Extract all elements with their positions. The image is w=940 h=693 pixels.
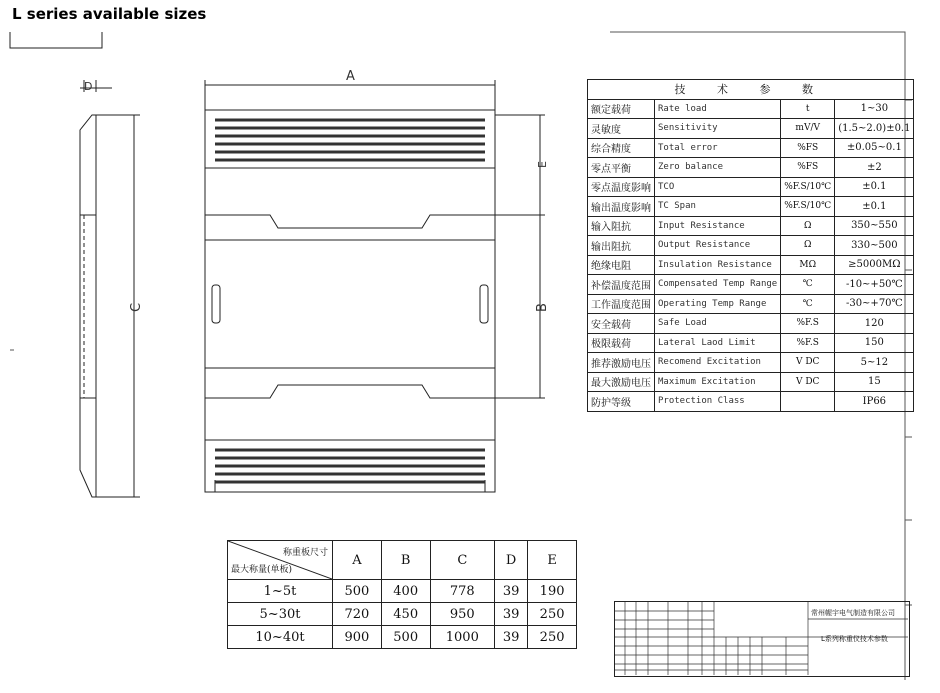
size-table-header-row (228, 541, 577, 580)
spec-row (588, 197, 914, 217)
spec-cn: 推荐激励电压 (588, 353, 655, 373)
spec-row (588, 255, 914, 275)
spec-cn: 输出阻抗 (588, 236, 655, 256)
dim-label-e: E (536, 161, 549, 168)
spec-en: Input Resistance (655, 216, 781, 236)
spec-row (588, 372, 914, 392)
spec-value: 330~500 (835, 236, 914, 256)
spec-en: Insulation Resistance (655, 255, 781, 275)
spec-cn: 输入阻抗 (588, 216, 655, 236)
spec-table-body (588, 99, 914, 411)
size-value: 250 (528, 603, 577, 626)
dim-label-c: C (129, 302, 144, 312)
size-row (228, 603, 577, 626)
size-value: 500 (381, 626, 430, 649)
spec-unit (781, 392, 835, 412)
spec-row (588, 177, 914, 197)
spec-cn: 绝缘电阻 (588, 255, 655, 275)
spec-row (588, 158, 914, 178)
size-table-corner-top: 称重板尺寸 (282, 548, 328, 558)
title-block-doc-title: L系列称重仪技术参数 (821, 635, 888, 643)
title-block-company: 常州幄宇电气制造有限公司 (811, 609, 895, 617)
size-header-d: D (495, 541, 528, 580)
spec-en: Protection Class (655, 392, 781, 412)
top-view (205, 80, 545, 492)
spec-row (588, 314, 914, 334)
spec-value: ±2 (835, 158, 914, 178)
spec-en: Compensated Temp Range (655, 275, 781, 295)
spec-unit: MΩ (781, 255, 835, 275)
spec-cn: 最大激励电压 (588, 372, 655, 392)
spec-value: 150 (835, 333, 914, 353)
size-value: 250 (528, 626, 577, 649)
spec-value: 5~12 (835, 353, 914, 373)
spec-en: Rate load (655, 99, 781, 119)
spec-unit: ℃ (781, 294, 835, 314)
spec-unit: V DC (781, 353, 835, 373)
spec-row (588, 294, 914, 314)
size-capacity: 10~40t (228, 626, 333, 649)
spec-unit: ℃ (781, 275, 835, 295)
spec-value: 1~30 (835, 99, 914, 119)
spec-table-title-row (588, 80, 914, 100)
spec-en: Safe Load (655, 314, 781, 334)
spec-cn: 额定载荷 (588, 99, 655, 119)
spec-row (588, 216, 914, 236)
spec-value: 350~550 (835, 216, 914, 236)
spec-en: Maximum Excitation (655, 372, 781, 392)
spec-unit: %F.S/10℃ (781, 177, 835, 197)
size-table-corner (228, 541, 333, 580)
spec-unit: Ω (781, 236, 835, 256)
size-value: 1000 (430, 626, 494, 649)
spec-unit: %F.S (781, 333, 835, 353)
size-header-b: B (381, 541, 430, 580)
size-header-e: E (528, 541, 577, 580)
spec-cn: 工作温度范围 (588, 294, 655, 314)
spec-en: TCO (655, 177, 781, 197)
spec-unit: %FS (781, 158, 835, 178)
spec-row (588, 392, 914, 412)
spec-unit: %FS (781, 138, 835, 158)
size-value: 190 (528, 580, 577, 603)
size-row (228, 580, 577, 603)
spec-unit: t (781, 99, 835, 119)
size-value: 950 (430, 603, 494, 626)
size-value: 778 (430, 580, 494, 603)
title-block (614, 601, 910, 677)
spec-value: 120 (835, 314, 914, 334)
spec-unit: Ω (781, 216, 835, 236)
spec-cn: 灵敏度 (588, 119, 655, 139)
spec-value: -10~+50℃ (835, 275, 914, 295)
spec-en: Operating Temp Range (655, 294, 781, 314)
spec-cn: 补偿温度范围 (588, 275, 655, 295)
size-value: 39 (495, 626, 528, 649)
size-header-c: C (430, 541, 494, 580)
spec-unit: %F.S/10℃ (781, 197, 835, 217)
dim-label-d: D (84, 80, 93, 93)
size-row (228, 626, 577, 649)
spec-cn: 防护等级 (588, 392, 655, 412)
title-bracket (10, 32, 102, 48)
spec-cn: 零点平衡 (588, 158, 655, 178)
size-capacity: 5~30t (228, 603, 333, 626)
spec-unit: V DC (781, 372, 835, 392)
spec-row (588, 138, 914, 158)
spec-value: -30~+70℃ (835, 294, 914, 314)
spec-row (588, 236, 914, 256)
spec-en: TC Span (655, 197, 781, 217)
spec-row (588, 275, 914, 295)
spec-value: 15 (835, 372, 914, 392)
spec-cn: 零点温度影响 (588, 177, 655, 197)
spec-value: ≥5000MΩ (835, 255, 914, 275)
spec-en: Recomend Excitation (655, 353, 781, 373)
page-title: L series available sizes (12, 5, 207, 23)
spec-en: Sensitivity (655, 119, 781, 139)
dim-label-a: A (346, 69, 355, 84)
size-header-a: A (333, 541, 382, 580)
spec-cn: 输出温度影响 (588, 197, 655, 217)
spec-row (588, 353, 914, 373)
spec-table-title: 技 术 参 数 (588, 80, 914, 100)
size-value: 39 (495, 580, 528, 603)
spec-row (588, 119, 914, 139)
size-value: 900 (333, 626, 382, 649)
side-view (80, 80, 140, 497)
spec-value: ±0.1 (835, 197, 914, 217)
spec-cn: 极限载荷 (588, 333, 655, 353)
spec-en: Output Resistance (655, 236, 781, 256)
spec-en: Total error (655, 138, 781, 158)
spec-table (587, 79, 914, 412)
spec-cn: 安全载荷 (588, 314, 655, 334)
spec-unit: mV/V (781, 119, 835, 139)
size-value: 39 (495, 603, 528, 626)
spec-value: ±0.1 (835, 177, 914, 197)
spec-row (588, 333, 914, 353)
size-value: 400 (381, 580, 430, 603)
spec-cn: 综合精度 (588, 138, 655, 158)
spec-en: Zero balance (655, 158, 781, 178)
size-capacity: 1~5t (228, 580, 333, 603)
spec-value: ±0.05~0.1 (835, 138, 914, 158)
size-table-body (228, 580, 577, 649)
spec-value: (1.5~2.0)±0.1 (835, 119, 914, 139)
spec-unit: %F.S (781, 314, 835, 334)
dim-label-b: B (535, 303, 550, 312)
size-value: 450 (381, 603, 430, 626)
size-table-corner-bottom: 最大称量(单板) (231, 565, 293, 575)
spec-en: Lateral Laod Limit (655, 333, 781, 353)
spec-row (588, 99, 914, 119)
size-table (227, 540, 577, 649)
size-value: 720 (333, 603, 382, 626)
spec-value: IP66 (835, 392, 914, 412)
size-value: 500 (333, 580, 382, 603)
